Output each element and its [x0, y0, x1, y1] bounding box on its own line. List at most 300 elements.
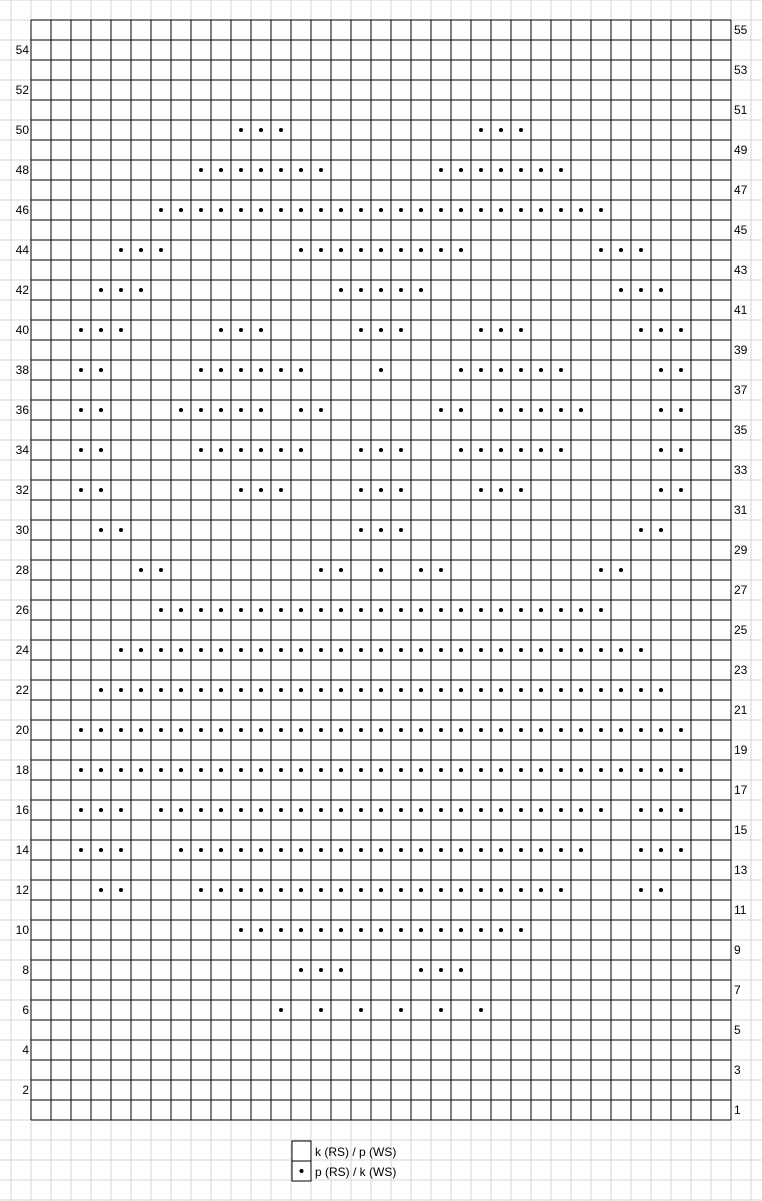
purl-dot: [259, 408, 263, 412]
purl-dot: [339, 808, 343, 812]
purl-dot: [479, 928, 483, 932]
purl-dot: [599, 768, 603, 772]
purl-dot: [219, 648, 223, 652]
purl-dot: [319, 168, 323, 172]
row-number-right: 21: [734, 703, 748, 717]
purl-dot: [659, 368, 663, 372]
purl-dot: [279, 808, 283, 812]
purl-dot: [639, 808, 643, 812]
purl-dot: [179, 648, 183, 652]
purl-dot: [639, 848, 643, 852]
purl-dot: [279, 848, 283, 852]
purl-dot: [199, 208, 203, 212]
purl-dot: [79, 728, 83, 732]
purl-dot: [379, 328, 383, 332]
purl-dot: [639, 728, 643, 732]
purl-dot: [119, 328, 123, 332]
purl-dot: [99, 848, 103, 852]
row-number-right: 29: [734, 543, 748, 557]
row-number-left: 24: [15, 643, 29, 657]
purl-dot: [659, 768, 663, 772]
purl-dot: [339, 648, 343, 652]
purl-dot: [239, 328, 243, 332]
purl-dot: [399, 608, 403, 612]
purl-dot: [319, 648, 323, 652]
purl-dot: [439, 208, 443, 212]
purl-dot: [359, 688, 363, 692]
purl-dot: [239, 608, 243, 612]
purl-dot: [379, 768, 383, 772]
purl-dot: [439, 928, 443, 932]
purl-dot: [339, 728, 343, 732]
purl-dot: [339, 768, 343, 772]
purl-dot: [339, 208, 343, 212]
purl-dot: [299, 448, 303, 452]
purl-dot: [139, 768, 143, 772]
row-number-right: 53: [734, 63, 748, 77]
purl-dot: [339, 968, 343, 972]
purl-dot: [579, 408, 583, 412]
row-numbers-right: [734, 23, 748, 1117]
purl-dot: [379, 208, 383, 212]
purl-dot: [99, 528, 103, 532]
purl-dot: [479, 488, 483, 492]
purl-dot: [279, 1008, 283, 1012]
purl-dot: [199, 888, 203, 892]
row-number-right: 27: [734, 583, 748, 597]
purl-dot: [299, 848, 303, 852]
purl-dot: [399, 688, 403, 692]
purl-dot: [159, 208, 163, 212]
purl-dot: [359, 488, 363, 492]
purl-dot: [439, 608, 443, 612]
purl-dot: [359, 208, 363, 212]
purl-dot: [119, 728, 123, 732]
purl-dot: [459, 768, 463, 772]
purl-dot: [519, 368, 523, 372]
purl-dot: [499, 928, 503, 932]
purl-dot: [139, 688, 143, 692]
purl-dot: [579, 848, 583, 852]
purl-dot: [299, 768, 303, 772]
purl-dot: [319, 608, 323, 612]
purl-dot: [559, 368, 563, 372]
row-numbers-left: [16, 43, 30, 1097]
purl-dot: [299, 408, 303, 412]
purl-dot: [399, 768, 403, 772]
purl-dot: [99, 448, 103, 452]
purl-dot: [679, 728, 683, 732]
purl-dot: [459, 608, 463, 612]
legend-knit-swatch: [292, 1141, 311, 1161]
purl-dot: [339, 928, 343, 932]
row-number-left: 20: [15, 723, 29, 737]
purl-dot: [199, 608, 203, 612]
row-number-left: 30: [15, 523, 29, 537]
purl-dot: [519, 768, 523, 772]
purl-dot: [219, 808, 223, 812]
purl-dot: [219, 208, 223, 212]
purl-dot: [239, 128, 243, 132]
purl-dot: [279, 608, 283, 612]
purl-dot: [599, 688, 603, 692]
purl-dot: [199, 368, 203, 372]
purl-dot: [519, 208, 523, 212]
purl-dot: [519, 448, 523, 452]
purl-dot: [359, 648, 363, 652]
purl-dot: [259, 448, 263, 452]
purl-dot: [559, 768, 563, 772]
row-number-left: 50: [15, 123, 29, 137]
purl-dot: [159, 648, 163, 652]
row-number-left: 14: [15, 843, 29, 857]
purl-dot: [259, 768, 263, 772]
purl-dot: [79, 768, 83, 772]
row-number-left: 16: [15, 803, 29, 817]
purl-dot: [239, 808, 243, 812]
purl-dot: [399, 808, 403, 812]
purl-dot: [219, 728, 223, 732]
purl-dot: [419, 648, 423, 652]
purl-dot: [519, 928, 523, 932]
purl-dot: [539, 608, 543, 612]
purl-dot: [499, 168, 503, 172]
purl-dot: [399, 528, 403, 532]
purl-dot: [159, 808, 163, 812]
purl-dot: [179, 408, 183, 412]
purl-dot: [499, 488, 503, 492]
purl-dot: [539, 448, 543, 452]
purl-dot: [399, 208, 403, 212]
purl-dot: [439, 1008, 443, 1012]
row-number-left: 4: [22, 1043, 29, 1057]
purl-dot: [499, 448, 503, 452]
purl-dot: [119, 848, 123, 852]
purl-dot: [199, 728, 203, 732]
purl-dot: [659, 328, 663, 332]
row-number-left: 26: [15, 603, 29, 617]
purl-dot: [259, 328, 263, 332]
purl-dot: [539, 808, 543, 812]
purl-dot: [139, 248, 143, 252]
purl-dot: [359, 448, 363, 452]
purl-dot: [299, 208, 303, 212]
purl-dot: [319, 928, 323, 932]
purl-dot: [299, 968, 303, 972]
purl-dot: [79, 488, 83, 492]
purl-dot: [559, 688, 563, 692]
purl-dot: [539, 208, 543, 212]
purl-dot: [259, 928, 263, 932]
purl-dot: [459, 648, 463, 652]
purl-dot: [559, 848, 563, 852]
purl-dot: [419, 568, 423, 572]
purl-dot: [459, 408, 463, 412]
purl-dot: [579, 768, 583, 772]
purl-dot: [219, 168, 223, 172]
purl-dot: [239, 208, 243, 212]
purl-dot: [599, 648, 603, 652]
purl-dot: [379, 448, 383, 452]
purl-dot: [379, 608, 383, 612]
purl-dot: [419, 208, 423, 212]
purl-dot: [279, 168, 283, 172]
row-number-left: 42: [15, 283, 29, 297]
row-number-left: 28: [15, 563, 29, 577]
purl-dot: [379, 528, 383, 532]
purl-dot: [119, 688, 123, 692]
purl-dot: [599, 568, 603, 572]
purl-dot: [639, 288, 643, 292]
purl-dot: [639, 688, 643, 692]
row-number-right: 33: [734, 463, 748, 477]
row-number-right: 31: [734, 503, 748, 517]
purl-dot: [399, 448, 403, 452]
purl-dot: [559, 208, 563, 212]
purl-dot: [639, 768, 643, 772]
row-number-right: 1: [734, 1103, 741, 1117]
row-number-right: 15: [734, 823, 748, 837]
purl-dot: [619, 648, 623, 652]
purl-dot: [239, 728, 243, 732]
purl-dot: [479, 168, 483, 172]
purl-dot: [659, 288, 663, 292]
purl-dot: [219, 848, 223, 852]
purl-dot: [399, 728, 403, 732]
purl-dot: [99, 768, 103, 772]
purl-dot: [259, 488, 263, 492]
purl-dot: [479, 688, 483, 692]
purl-dot: [459, 728, 463, 732]
purl-dot: [159, 248, 163, 252]
purl-dot: [539, 408, 543, 412]
purl-dot: [279, 368, 283, 372]
purl-dot: [99, 288, 103, 292]
purl-dot: [559, 728, 563, 732]
purl-dot: [359, 248, 363, 252]
purl-dot: [179, 208, 183, 212]
purl-dot: [459, 928, 463, 932]
purl-dot: [299, 928, 303, 932]
purl-dot: [319, 888, 323, 892]
purl-dot: [439, 568, 443, 572]
purl-dot: [559, 608, 563, 612]
purl-dot: [279, 928, 283, 932]
purl-dot: [559, 888, 563, 892]
row-number-right: 39: [734, 343, 748, 357]
purl-dot: [379, 288, 383, 292]
row-number-left: 2: [22, 1083, 29, 1097]
purl-dot: [179, 768, 183, 772]
purl-dot: [679, 808, 683, 812]
purl-dot: [519, 488, 523, 492]
purl-dot: [499, 648, 503, 652]
purl-dot: [599, 728, 603, 732]
purl-dot: [599, 208, 603, 212]
row-number-right: 43: [734, 263, 748, 277]
purl-dot: [599, 248, 603, 252]
row-number-left: 18: [15, 763, 29, 777]
purl-dot: [119, 768, 123, 772]
row-number-right: 51: [734, 103, 748, 117]
purl-dot: [559, 408, 563, 412]
purl-dot: [399, 648, 403, 652]
purl-dot: [639, 248, 643, 252]
purl-dot: [479, 808, 483, 812]
legend-purl-label: p (RS) / k (WS): [315, 1165, 397, 1179]
purl-dot: [539, 768, 543, 772]
purl-dot: [399, 288, 403, 292]
row-number-left: 34: [15, 443, 29, 457]
purl-dot: [99, 728, 103, 732]
purl-dot: [359, 528, 363, 532]
purl-dot: [579, 648, 583, 652]
purl-dot: [579, 608, 583, 612]
purl-dot: [339, 608, 343, 612]
purl-dot: [379, 648, 383, 652]
purl-dot: [419, 848, 423, 852]
purl-dot: [79, 408, 83, 412]
purl-dot: [379, 728, 383, 732]
purl-dot: [659, 408, 663, 412]
purl-dot: [439, 808, 443, 812]
purl-dot: [439, 888, 443, 892]
purl-dot: [119, 528, 123, 532]
purl-dot: [539, 688, 543, 692]
purl-dot: [319, 1008, 323, 1012]
purl-dot: [119, 288, 123, 292]
purl-dot: [179, 728, 183, 732]
purl-dot: [679, 768, 683, 772]
purl-dot: [619, 288, 623, 292]
purl-dot: [459, 888, 463, 892]
purl-dot: [519, 168, 523, 172]
purl-dot: [179, 848, 183, 852]
purl-dot: [459, 808, 463, 812]
purl-dot: [639, 648, 643, 652]
purl-dot: [199, 448, 203, 452]
purl-dot: [319, 768, 323, 772]
purl-dot: [539, 888, 543, 892]
purl-dot: [119, 648, 123, 652]
purl-dot: [319, 408, 323, 412]
purl-dot: [659, 888, 663, 892]
purl-dot: [159, 568, 163, 572]
purl-dot: [279, 728, 283, 732]
purl-dot: [479, 888, 483, 892]
purl-dot: [439, 848, 443, 852]
purl-dot: [659, 448, 663, 452]
purl-dot: [199, 808, 203, 812]
purl-dot: [199, 768, 203, 772]
row-number-right: 41: [734, 303, 748, 317]
purl-dot: [459, 968, 463, 972]
purl-dot: [459, 848, 463, 852]
purl-dot: [279, 888, 283, 892]
purl-dot: [479, 848, 483, 852]
purl-dot: [279, 448, 283, 452]
purl-dot: [99, 688, 103, 692]
purl-dot: [479, 648, 483, 652]
purl-dot: [259, 368, 263, 372]
row-number-right: 45: [734, 223, 748, 237]
purl-dot: [439, 968, 443, 972]
purl-dot: [239, 168, 243, 172]
purl-dot: [539, 168, 543, 172]
purl-dot: [239, 488, 243, 492]
row-number-right: 19: [734, 743, 748, 757]
purl-dot: [519, 328, 523, 332]
purl-dot: [159, 768, 163, 772]
purl-dot: [679, 328, 683, 332]
purl-dot: [159, 728, 163, 732]
purl-dot: [259, 688, 263, 692]
purl-dot: [559, 808, 563, 812]
row-number-left: 36: [15, 403, 29, 417]
purl-dot: [259, 808, 263, 812]
purl-dot: [339, 288, 343, 292]
purl-dot: [459, 368, 463, 372]
purl-dot: [279, 488, 283, 492]
purl-dot: [379, 688, 383, 692]
purl-dot: [499, 368, 503, 372]
purl-dot: [79, 808, 83, 812]
purl-dot: [479, 328, 483, 332]
purl-dot: [259, 128, 263, 132]
purl-dot: [379, 368, 383, 372]
row-number-right: 47: [734, 183, 748, 197]
purl-dot: [259, 888, 263, 892]
purl-dot: [459, 248, 463, 252]
purl-dot: [299, 248, 303, 252]
purl-dot: [279, 208, 283, 212]
purl-dot: [519, 808, 523, 812]
purl-dot: [199, 848, 203, 852]
purl-dot: [479, 608, 483, 612]
purl-dot: [279, 688, 283, 692]
purl-dot: [419, 288, 423, 292]
purl-dot: [299, 688, 303, 692]
purl-dot: [359, 808, 363, 812]
row-number-left: 52: [15, 83, 29, 97]
purl-dot: [659, 528, 663, 532]
row-number-left: 44: [15, 243, 29, 257]
purl-dot: [139, 728, 143, 732]
purl-dot: [399, 928, 403, 932]
purl-dot: [579, 688, 583, 692]
row-number-right: 55: [734, 23, 748, 37]
purl-dot: [359, 1008, 363, 1012]
purl-dot: [359, 768, 363, 772]
purl-dot: [359, 288, 363, 292]
purl-dot: [219, 888, 223, 892]
purl-dot: [479, 368, 483, 372]
purl-dot: [439, 248, 443, 252]
purl-dot: [499, 328, 503, 332]
purl-dot: [319, 248, 323, 252]
purl-dot: [199, 168, 203, 172]
purl-dot: [339, 248, 343, 252]
purl-dot: [559, 648, 563, 652]
purl-dot: [239, 768, 243, 772]
purl-dot: [639, 528, 643, 532]
purl-dot: [99, 328, 103, 332]
row-number-left: 46: [15, 203, 29, 217]
purl-dot: [499, 848, 503, 852]
purl-dot: [579, 808, 583, 812]
purl-dot: [339, 568, 343, 572]
purl-dot: [479, 128, 483, 132]
